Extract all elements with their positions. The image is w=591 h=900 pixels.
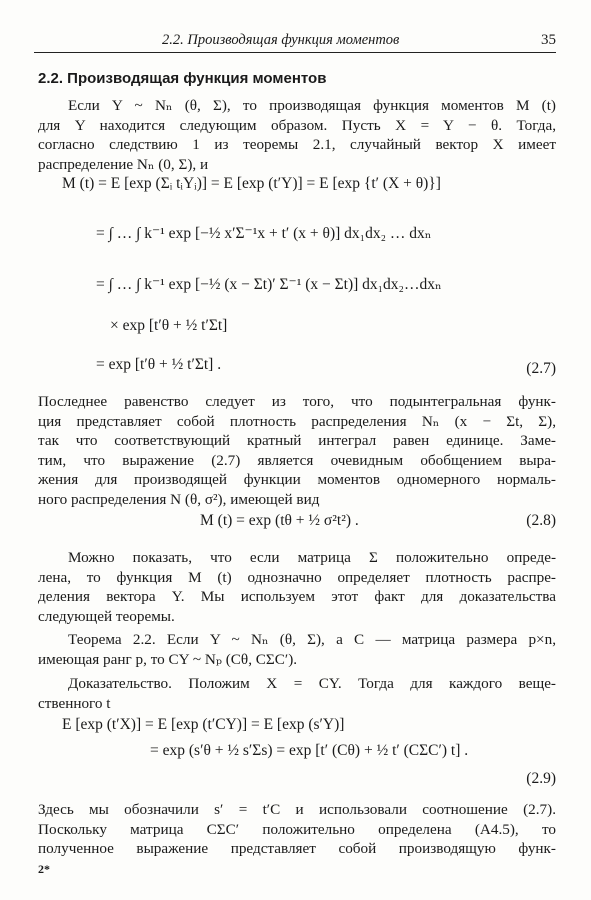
running-head xyxy=(34,30,556,53)
equation-2-7-line-5: = exp [t′θ + ½ t′Σt] . xyxy=(96,356,222,373)
text-line: следующей теоремы. xyxy=(38,607,175,625)
running-head-title: 2.2. Производящая функция моментов xyxy=(162,32,400,48)
text-line: Можно показать, что если матрица Σ положительно опреде- xyxy=(68,549,556,566)
equation-number-2-9: (2.9) xyxy=(526,770,556,787)
equation-2-7-line-4: × exp [t′θ + ½ t′Σt] xyxy=(110,317,228,334)
text-line: ственного t xyxy=(38,694,111,712)
text-line: ция представляет собой плотность распределения Nₙ (x − Σt, Σ), xyxy=(38,412,556,430)
text-line: Если Y ~ Nₙ (θ, Σ), то производящая функция моментов M (t) xyxy=(68,97,556,114)
text-line: так что соответствующий кратный интеграл равен единице. Заме- xyxy=(38,432,556,449)
section-heading: 2.2. Производящая функция моментов xyxy=(38,70,327,87)
paragraph-uniqueness xyxy=(38,548,556,626)
text-line: имеющая ранг p, то CY ~ Nₚ (Cθ, CΣC′). xyxy=(38,650,298,668)
text-line: согласно следствию 1 из теоремы 2.1, случайный вектор X имеет xyxy=(38,136,556,153)
text-line: лена, то функция M (t) однозначно определяет плотность распре- xyxy=(38,568,556,586)
text-line: Здесь мы обозначили s′ = t′C и использовали соотношение (2.7). xyxy=(38,801,556,818)
text-line: Теорема 2.2. Если Y ~ Nₙ (θ, Σ), а C — матрица размера p×n, xyxy=(68,631,556,648)
text-line: распределение Nₙ (0, Σ), и xyxy=(38,155,209,173)
equation-2-8: M (t) = exp (tθ + ½ σ²t²) . xyxy=(200,512,359,529)
text-line: деления вектора Y. Мы используем этот факт для доказательства xyxy=(38,588,556,605)
equation-2-7-line-3: = ∫ … ∫ k⁻¹ exp [−½ (x − Σt)′ Σ⁻¹ (x − Σt)] dx₁dx₂…dxₙ xyxy=(96,276,442,293)
equation-number-2-8: (2.8) xyxy=(526,512,556,529)
text-line: полученное выражение представляет собой производящую функ- xyxy=(38,840,556,857)
text-line: Доказательство. Положим X = CY. Тогда для каждого веще- xyxy=(68,675,556,692)
paragraph-remark xyxy=(38,392,556,509)
text-line: жения для производящей функции моментов одномерного нормаль- xyxy=(38,471,556,488)
equation-number-2-7: (2.7) xyxy=(526,360,556,377)
paragraph-conclusion xyxy=(38,800,556,859)
equation-2-7-line-2: = ∫ … ∫ k⁻¹ exp [−½ x′Σ⁻¹x + t′ (x + θ)] dx₁dx₂ … dxₙ xyxy=(96,225,432,242)
equation-2-9-line-2: = exp (s′θ + ½ s′Σs) = exp [t′ (Cθ) + ½ t′ (CΣC′) t] . xyxy=(150,742,469,759)
equation-2-7-line-1: M (t) = E [exp (Σᵢ tᵢYᵢ)] = E [exp (t′Y)] = E [exp {t′ (X + θ)}] xyxy=(62,175,441,192)
text-line: ного распределения N (θ, σ²), имеющей вид xyxy=(38,490,320,508)
text-line: для Y находится следующим образом. Пусть X = Y − θ. Тогда, xyxy=(38,116,556,134)
text-line: Поскольку матрица CΣC′ положительно определена (A4.5), то xyxy=(38,820,556,838)
theorem-2-2 xyxy=(38,630,556,669)
signature-mark: 2* xyxy=(38,862,50,876)
page-number: 35 xyxy=(541,32,556,48)
equation-2-9-line-1: E [exp (t′X)] = E [exp (t′CY)] = E [exp (s′Y)] xyxy=(62,716,345,733)
proof-intro xyxy=(38,674,556,713)
text-line: Последнее равенство следует из того, что подынтегральная функ- xyxy=(38,393,556,410)
paragraph-intro xyxy=(38,96,556,174)
text-line: тим, что выражение (2.7) является очевидным обобщением выра- xyxy=(38,451,556,469)
